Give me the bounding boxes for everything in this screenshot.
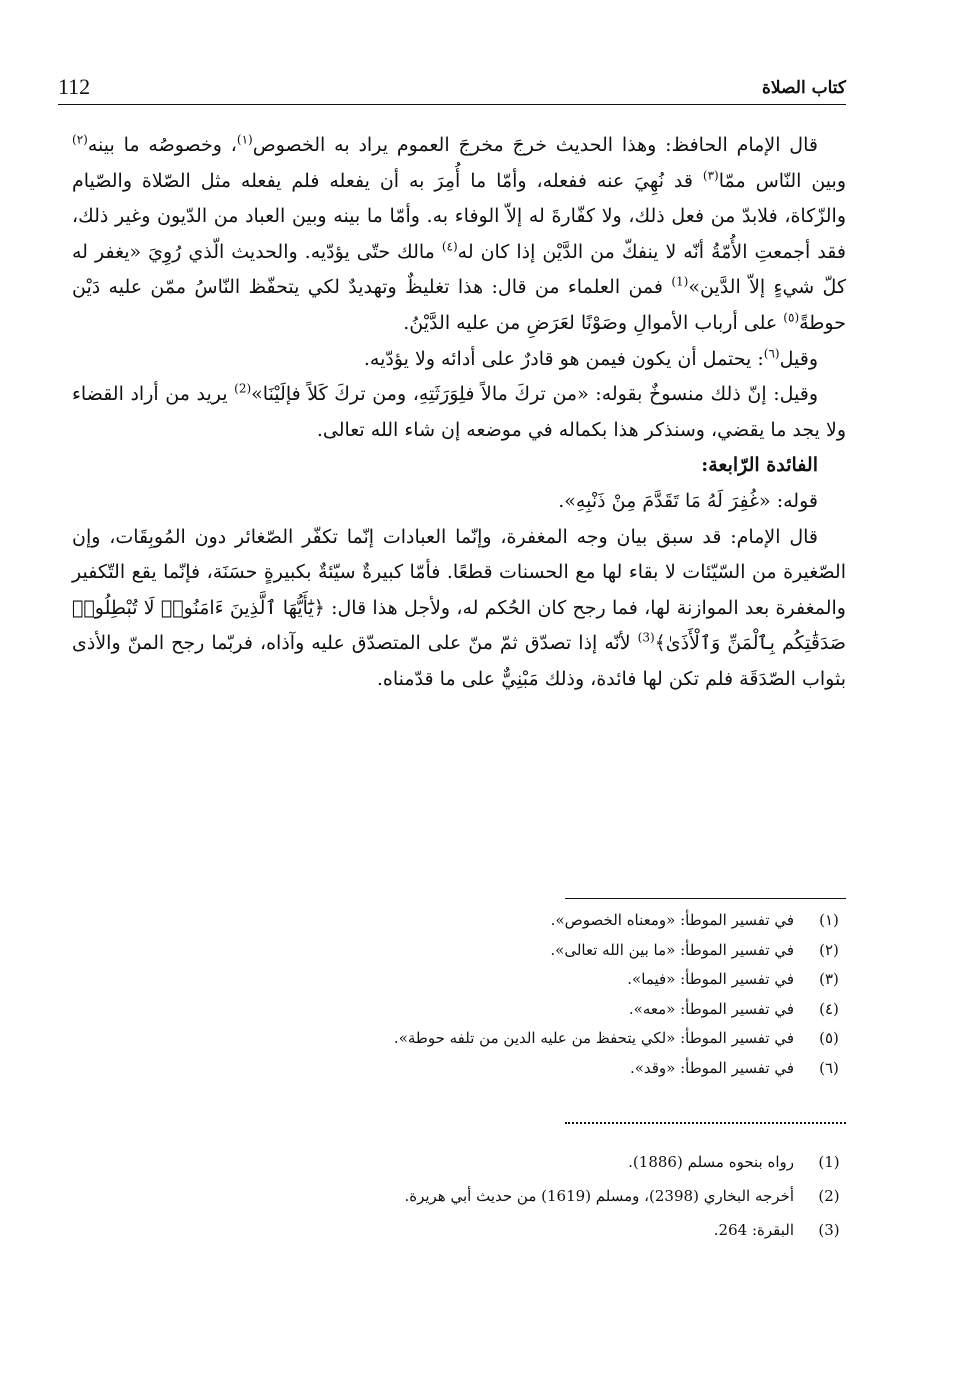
footnote-separator [565,898,846,899]
footnote-item [286,1145,846,1179]
footnote-text: البقرة: 264. [713,1221,794,1239]
footnote-item [286,1179,846,1213]
footnote-number: (٦) [819,1058,839,1077]
text-run: قال الإمام: قد سبق بيان وجه المغفرة، وإنّما العبادات إنّما تكفّر الصّغائر دون المُوبِقَات، وإن الصّغيرة من السّيّئات لا بقاء لها مع الحسنات قطعًا. فأمّا كبيرةٌ سيّئةٌ بكبيرةٍ حسَنَة، فإنّما يقع التّكفير والمغفرة بعد الموازنة لها، فما رجح كان الحُكم له، ولأجل هذا قال: ﴿يَٰٓأَيُّهَا ٱلَّذِينَ ءَامَنُوا۟ لَا تُبْطِلُوا۟ صَدَقَٰتِكُم بِٱلْمَنِّ وَٱلْأَذَىٰ﴾ [72,525,847,655]
footnote-ref: (1) [671,275,689,290]
editor-footnotes [286,1145,846,1247]
footnote-text: رواه بنحوه مسلم (1886). [628,1153,794,1171]
text-run: يريد من أراد القضاء ولا يجد ما يقضي، وسنذكر هذا بكماله في موضعه إن شاء الله تعالى. [72,383,846,441]
footnote-ref: (٤) [441,239,458,254]
footnote-ref: (3) [637,630,655,645]
paragraph [72,377,846,448]
text-run: قال الإمام الحافظ: وهذا الحديث خرجَ مخرجَ العموم يراد به الخصوص [252,134,818,156]
page-number: 112 [58,74,91,99]
footnote-text: في تفسير الموطأ: «معه». [628,999,794,1018]
footnote-item [306,1054,846,1084]
footnote-text: في تفسير الموطأ: «وقد». [629,1058,794,1077]
footnote-item [306,906,846,936]
footnote-ref: (٣) [702,168,719,183]
text-run: فمن العلماء من قال: هذا تغليظٌ وتهديدٌ لكي يتحفّظ النّاسُ ممّن عليه دَيْن حوطةً [72,276,846,334]
footnote-item [286,1213,846,1247]
footnote-ref: (١) [236,132,253,147]
text-run: لأنّه إذا تصدّق ثمّ منّ على المتصدّق عليه وآذاه، فربّما رجح المنّ والأذى بثواب الصّدَقَة فلم تكن لها فائدة، وذلك مَبْنِيٌّ على ما قدّمناه. [72,632,846,690]
paragraph: قوله: «غُفِرَ لَهُ مَا تَقَدَّمَ مِنْ ذَنْبِهِ». [558,489,818,512]
text-run: : يحتمل أن يكون فيمن هو قادرٌ على أدائه ولا يؤدّيه. [363,347,764,370]
footnote-item [306,965,846,995]
dotted-separator [565,1122,846,1124]
footnote-ref: (2) [234,381,252,396]
footnote-number: (1) [818,1153,840,1171]
footnote-item [306,995,846,1025]
footnote-number: (٣) [819,970,839,989]
text-run: على أرباب الأموالِ وصَوْنًا لعَرَضِ من عليه الدَّيْنُ. [403,311,784,334]
footnote-item [306,1024,846,1054]
footnote-ref: (٢) [72,132,88,147]
text-run: ، وخصوصُه ما بينه [87,134,237,156]
text-run: مالك حتّى يؤدّيه. والحديث الّذي رُوِيَ «يغفر له كلّ شيءٍ إلاّ الدَّين» [72,240,846,299]
section-heading: الفائدة الرّابعة: [701,454,818,477]
footnote-text: أخرجه البخاري (2398)، ومسلم (1619) من حديث أبي هريرة. [404,1187,794,1205]
paragraph [72,342,846,378]
text-run: وقيل: إنّ ذلك منسوخٌ بقوله: «من تركَ مالاً فلِوَرَثَتِهِ، ومن تركَ كَلاً فإلَيْنَا» [251,383,818,406]
text-run: وبين النّاس ممّا [718,169,846,192]
main-text [72,128,846,698]
footnote-number: (١) [819,911,839,929]
footnote-number: (٤) [819,999,839,1018]
footnote-text: في تفسير الموطأ: «ومعناه الخصوص». [550,911,794,929]
footnote-number: (3) [818,1221,840,1239]
running-title: كتاب الصلاة [761,78,846,98]
footnote-number: (٥) [819,1029,839,1048]
paragraph [72,128,846,342]
footnote-text: في تفسير الموطأ: «لكي يتحفظ من عليه الدين من تلفه حوطة». [393,1029,794,1048]
footnote-text: في تفسير الموطأ: «فيما». [627,970,794,989]
page-header [58,70,846,105]
footnote-number: (٢) [819,940,839,959]
footnote-ref: (٦) [763,346,780,361]
text-run: قد نُهِيَ عنه ففعله، وأمّا ما أُمِرَ به أن يفعله فلم يفعله مثل الصّلاة والصّيام والزّكاة، فلابدّ من فعل ذلك، ولا كفّارةَ له إلاّ الوفاء به. وأمّا ما بينه وبين العباد من الدّيون وغير ذلك، فقد أجمعتِ الأُمّةُ أنّه لا ينفكّ من الدَّيْن إذا كان له [72,169,846,263]
paragraph [72,520,846,698]
footnote-number: (2) [818,1187,840,1205]
footnote-item [306,936,846,966]
footnote-ref: (٥) [783,310,800,325]
original-footnotes [306,906,846,1084]
footnote-text: في تفسير الموطأ: «ما بين الله تعالى». [550,940,794,959]
text-run: وقيل [779,347,818,370]
